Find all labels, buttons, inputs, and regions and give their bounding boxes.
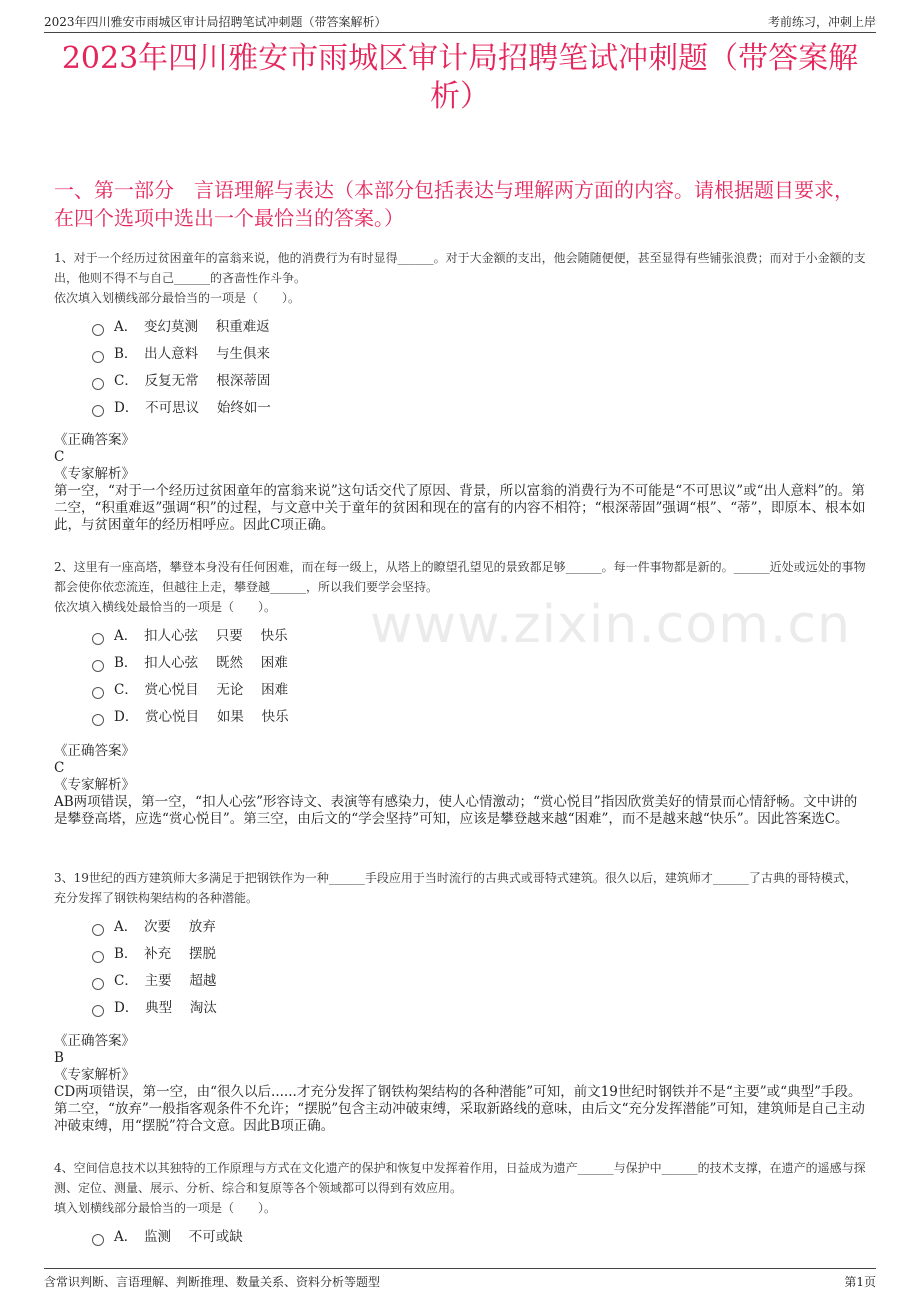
radio-icon[interactable] bbox=[92, 660, 104, 672]
option-a[interactable] bbox=[92, 314, 866, 341]
option-a[interactable] bbox=[92, 1224, 866, 1251]
answer-label: 《正确答案》 bbox=[54, 743, 135, 759]
analysis-label: 《专家解析》 bbox=[54, 1067, 135, 1083]
radio-icon[interactable] bbox=[92, 714, 104, 726]
option-label: B． 补充 摆脱 bbox=[114, 946, 216, 962]
analysis-label: 《专家解析》 bbox=[54, 777, 135, 793]
document-title: 2023年四川雅安市雨城区审计局招聘笔试冲刺题（带答案解析） bbox=[61, 41, 859, 114]
question-2 bbox=[54, 557, 866, 731]
answer-block-3 bbox=[54, 1033, 866, 1135]
option-a[interactable] bbox=[92, 623, 866, 650]
option-c[interactable] bbox=[92, 968, 866, 995]
question-prompt: 填入划横线部分最恰当的一项是（ ）。 bbox=[54, 1201, 277, 1215]
answer-block-2 bbox=[54, 743, 866, 828]
option-b[interactable] bbox=[92, 941, 866, 968]
answer-block-1 bbox=[54, 432, 866, 534]
page-footer bbox=[44, 1268, 876, 1291]
option-label: A． 监测 不可或缺 bbox=[114, 1229, 243, 1245]
option-c[interactable] bbox=[92, 368, 866, 395]
question-stem: 1、对于一个经历过贫困童年的富翁来说，他的消费行为有时显得______。对于大金额的支出，他会随随便便，甚至显得有些铺张浪费；而对于小金额的支出，他则不得不与自己______的吝啬性作斗争。 bbox=[54, 251, 866, 285]
radio-icon[interactable] bbox=[92, 633, 104, 645]
header-slogan: 考前练习，冲刺上岸 bbox=[767, 15, 876, 29]
option-label: A． 扣人心弦 只要 快乐 bbox=[114, 628, 288, 644]
footer-topics: 含常识判断、言语理解、判断推理、数量关系、资料分析等题型 bbox=[44, 1275, 381, 1289]
page-number: 第1页 bbox=[844, 1275, 876, 1289]
section-heading: 一、第一部分 言语理解与表达（本部分包括表达与理解两方面的内容。请根据题目要求，在四个选项中选出一个最恰当的答案。） bbox=[54, 178, 854, 230]
option-d[interactable] bbox=[92, 704, 866, 731]
radio-icon[interactable] bbox=[92, 1005, 104, 1017]
analysis-label: 《专家解析》 bbox=[54, 466, 135, 482]
radio-icon[interactable] bbox=[92, 951, 104, 963]
radio-icon[interactable] bbox=[92, 351, 104, 363]
question-prompt: 依次填入横线处最恰当的一项是（ ）。 bbox=[54, 600, 277, 614]
analysis-text: 第一空，“对于一个经历过贫困童年的富翁来说”这句话交代了原因、背景，所以富翁的消费行为不可能是“不可思议”或“出人意料”的。第二空，“积重难返”强调“积”的过程，与文意中关于童年的贫困和现在的富有的内容不相符；“根深蒂固”强调“根”、“蒂”，即原本、根本如此，与贫困童年的经历相呼应。因此C项正确。 bbox=[54, 483, 866, 533]
option-label: D． 典型 淘汰 bbox=[114, 1000, 217, 1016]
question-4 bbox=[54, 1158, 866, 1251]
header-doc-title: 2023年四川雅安市雨城区审计局招聘笔试冲刺题（带答案解析） bbox=[44, 15, 387, 29]
question-3 bbox=[54, 868, 866, 1022]
option-label: A． 变幻莫测 积重难返 bbox=[114, 319, 270, 335]
option-b[interactable] bbox=[92, 650, 866, 677]
analysis-text: AB两项错误，第一空，“扣人心弦”形容诗文、表演等有感染力，使人心情激动；“赏心悦目”指因欣赏美好的情景而心情舒畅。文中讲的是攀登高塔，应选“赏心悦目”。第三空，由后文的“学会坚持”可知，应该是攀登越来越“困难”，而不是越来越“快乐”。因此答案选C。 bbox=[54, 794, 858, 827]
question-prompt: 依次填入划横线部分最恰当的一项是（ ）。 bbox=[54, 291, 301, 305]
option-list bbox=[92, 314, 866, 422]
option-d[interactable] bbox=[92, 395, 866, 422]
option-c[interactable] bbox=[92, 677, 866, 704]
option-label: C． 反复无常 根深蒂固 bbox=[114, 373, 271, 389]
answer-value: B bbox=[54, 1050, 64, 1066]
question-1 bbox=[54, 248, 866, 422]
option-label: D． 赏心悦目 如果 快乐 bbox=[114, 709, 289, 725]
option-a[interactable] bbox=[92, 914, 866, 941]
answer-value: C bbox=[54, 449, 65, 465]
option-label: A． 次要 放弃 bbox=[114, 919, 216, 935]
analysis-text: CD两项错误，第一空，由“很久以后......才充分发挥了钢铁构架结构的各种潜能”可知，前文19世纪时钢铁并不是“主要”或“典型”手段。第二空，“放弃”一般指客观条件不允许；“摆脱”包含主动冲破束缚，采取新路线的意味，由后文“充分发挥潜能”可知，建筑师是自己主动冲破束缚，用“摆脱”符合文意。因此B项正确。 bbox=[54, 1084, 865, 1134]
watermark: www.zixin.com.cn bbox=[370, 595, 851, 655]
radio-icon[interactable] bbox=[92, 405, 104, 417]
radio-icon[interactable] bbox=[92, 978, 104, 990]
question-stem: 2、这里有一座高塔，攀登本身没有任何困难，而在每一级上，从塔上的瞭望孔望见的景致都足够______。每一件事物都是新的。______近处或远处的事物都会使你依恋流连，但越往上走，攀登越______，所以我们要学会坚持。 bbox=[54, 560, 866, 594]
option-list bbox=[92, 1224, 866, 1251]
answer-label: 《正确答案》 bbox=[54, 1033, 135, 1049]
option-label: B． 出人意料 与生俱来 bbox=[114, 346, 270, 362]
option-label: D． 不可思议 始终如一 bbox=[114, 400, 271, 416]
answer-label: 《正确答案》 bbox=[54, 432, 135, 448]
option-d[interactable] bbox=[92, 995, 866, 1022]
question-stem: 4、空间信息技术以其独特的工作原理与方式在文化遗产的保护和恢复中发挥着作用，日益成为遗产______与保护中______的技术支撑，在遗产的遥感与探测、定位、测量、展示、分析、综合和复原等各个领域都可以得到有效应用。 bbox=[54, 1161, 866, 1195]
question-stem: 3、19世纪的西方建筑师大多满足于把钢铁作为一种______手段应用于当时流行的古典式或哥特式建筑。很久以后，建筑师才______了古典的哥特模式，充分发挥了钢铁构架结构的各种潜能。 bbox=[54, 871, 857, 905]
answer-value: C bbox=[54, 760, 65, 776]
option-list bbox=[92, 914, 866, 1022]
option-list bbox=[92, 623, 866, 731]
option-b[interactable] bbox=[92, 341, 866, 368]
radio-icon[interactable] bbox=[92, 1234, 104, 1246]
page-header bbox=[44, 10, 876, 33]
option-label: B． 扣人心弦 既然 困难 bbox=[114, 655, 288, 671]
option-label: C． 赏心悦目 无论 困难 bbox=[114, 682, 289, 698]
option-label: C． 主要 超越 bbox=[114, 973, 217, 989]
radio-icon[interactable] bbox=[92, 378, 104, 390]
radio-icon[interactable] bbox=[92, 687, 104, 699]
radio-icon[interactable] bbox=[92, 924, 104, 936]
radio-icon[interactable] bbox=[92, 324, 104, 336]
